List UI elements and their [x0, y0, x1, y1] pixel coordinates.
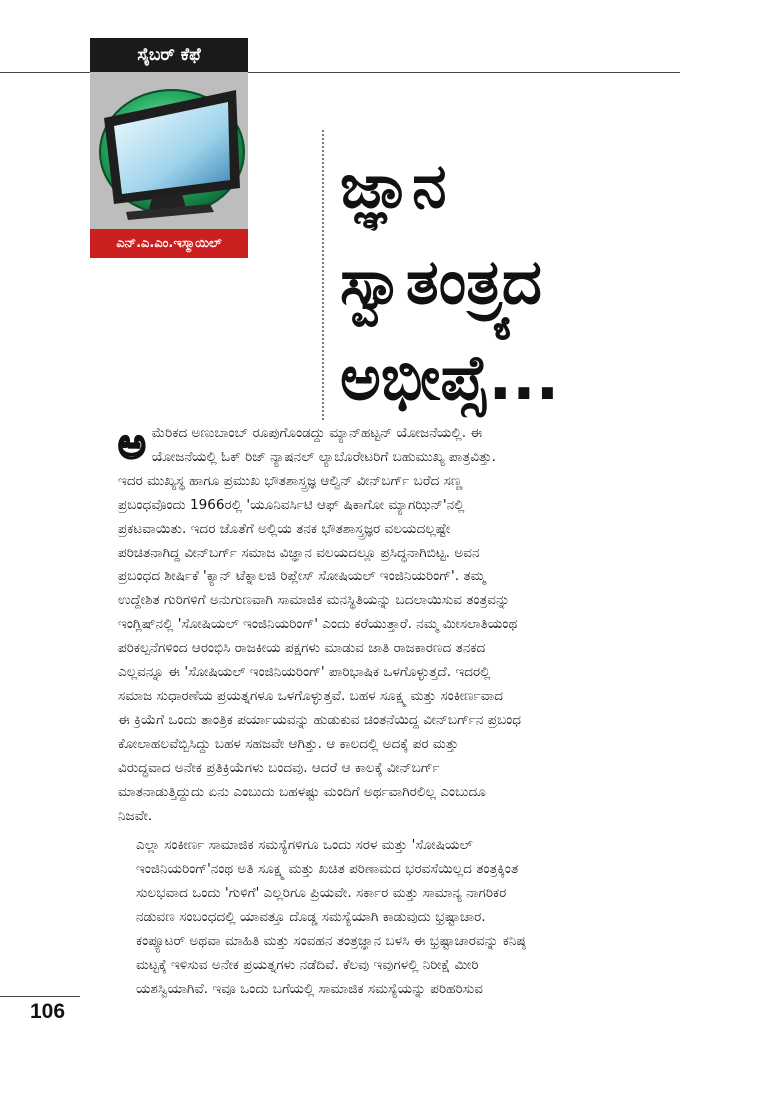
article-line: ಎಲ್ಲಾ ಸಂಕೀರ್ಣ ಸಾಮಾಜಿಕ ಸಮಸ್ಯೆಗಳಿಗೂ ಒಂದು ಸರಳ ಮತ್ತು 'ಸೋಷಿಯಲ್ — [136, 837, 473, 854]
page-number: 106 — [30, 1000, 66, 1023]
article-line: ಇಂಗ್ಲಿಷ್‌ನಲ್ಲಿ 'ಸೋಷಿಯಲ್ ಇಂಜಿನಿಯರಿಂಗ್' ಎಂದು ಕರೆಯುತ್ತಾರೆ. ನಮ್ಮ ಮೀಸಲಾತಿಯಂಥ — [118, 616, 518, 633]
article-line: ಉದ್ದೇಶಿತ ಗುರಿಗಳಿಗೆ ಅನುಗುಣವಾಗಿ ಸಾಮಾಜಿಕ ಮನಸ್ಥಿತಿಯನ್ನು ಬದಲಾಯಿಸುವ ತಂತ್ರವನ್ನು — [118, 592, 510, 609]
article-line: ಪ್ರಬಂಧದ ಶೀರ್ಷಿಕೆ 'ಕ್ಯಾನ್ ಟೆಕ್ನಾಲಜಿ ರಿಪ್ಲೇಸ್ ಸೋಷಿಯಲ್ ಇಂಜಿನಿಯರಿಂಗ್'. ತಮ್ಮ — [118, 568, 486, 585]
computer-monitor-icon — [90, 72, 248, 229]
drop-cap: ಅ — [118, 419, 146, 468]
article-line: ಮಟ್ಟಕ್ಕೆ ಇಳಿಸುವ ಅನೇಕ ಪ್ರಯತ್ನಗಳು ನಡೆದಿವೆ. ಕೆಲವು ಇವುಗಳಲ್ಲಿ ನಿರೀಕ್ಷೆ ಮೀರಿ — [136, 956, 479, 973]
article-line: ಇಂಜಿನಿಯರಿಂಗ್'ನಂಥ ಅತಿ ಸೂಕ್ಷ್ಮ ಮತ್ತು ಖಚಿತ ಪರಿಣಾಮದ ಭರವಸೆಯಿಲ್ಲದ ತಂತ್ರಕ್ಕಿಂತ — [136, 861, 519, 878]
article-body — [118, 419, 678, 1002]
article-line: ಎಲ್ಲವನ್ನೂ ಈ 'ಸೋಷಿಯಲ್ ಇಂಜಿನಿಯರಿಂಗ್' ಪಾರಿಭಾಷಿಕ ಒಳಗೊಳ್ಳುತ್ತದೆ. ಇದರಲ್ಲಿ — [118, 664, 491, 681]
headline-line-1: ಜ್ಞಾನ — [340, 149, 447, 222]
article-line: ಈ ಕ್ರಿಯೆಗೆ ಒಂದು ತಾಂತ್ರಿಕ ಪರ್ಯಾಯವನ್ನು ಹುಡುಕುವ ಚಿಂತನೆಯಿದ್ದ ವೀನ್‌ಬರ್ಗ್‌ನ ಪ್ರಬಂಧ — [118, 711, 522, 728]
headline — [340, 138, 670, 426]
article-paragraph-1 — [118, 419, 678, 828]
article-line: ಮಾತನಾಡುತ್ತಿದ್ದುದು ಏನು ಎಂಬುದು ಬಹಳಷ್ಟು ಮಂದಿಗೆ ಅರ್ಥವಾಗಿರಲಿಲ್ಲ ಎಂಬುದೂ — [118, 783, 486, 800]
article-line: ಪರಿಚಿತನಾಗಿದ್ದ ವೀನ್‌ಬರ್ಗ್ ಸಮಾಜ ವಿಜ್ಞಾನ ವಲಯದಲ್ಲೂ ಪ್ರಸಿದ್ಧನಾಗಿಬಿಟ್ಟ. ಅವನ — [118, 544, 480, 561]
article-line: ಯಶಸ್ವಿಯಾಗಿವೆ. ಇವೂ ಒಂದು ಬಗೆಯಲ್ಲಿ ಸಾಮಾಜಿಕ ಸಮಸ್ಯೆಯನ್ನು ಪರಿಹರಿಸುವ — [136, 980, 484, 997]
article-line: ಕೋಲಾಹಲವೆಬ್ಬಿಸಿದ್ದು ಬಹಳ ಸಹಜವೇ ಆಗಿತ್ತು. ಆ ಕಾಲದಲ್ಲಿ ಅದಕ್ಕೆ ಪರ ಮತ್ತು — [118, 735, 459, 752]
article-paragraph-2 — [118, 834, 678, 1001]
article-line: ಸುಲಭವಾದ ಒಂದು 'ಗುಳಿಗೆ' ಎಲ್ಲರಿಗೂ ಪ್ರಿಯವೇ. ಸರ್ಕಾರ ಮತ್ತು ಸಾಮಾನ್ಯ ನಾಗರಿಕರ — [136, 885, 507, 902]
article-line: ಪ್ರಕಟವಾಯಿತು. ಇದರ ಜೊತೆಗೆ ಅಲ್ಲಿಯ ತನಕ ಭೌತಶಾಸ್ತ್ರಜ್ಞರ ವಲಯದಲ್ಲಷ್ಟೇ — [118, 520, 451, 537]
article-line: ನಿಜವೇ. — [118, 807, 153, 824]
article-line: ಕಂಪ್ಯೂಟರ್ ಅಥವಾ ಮಾಹಿತಿ ಮತ್ತು ಸಂವಹನ ತಂತ್ರಜ್ಞಾನ ಬಳಸಿ ಈ ಭ್ರಷ್ಟಾಚಾರವನ್ನು ಕನಿಷ್ಠ — [136, 933, 526, 950]
author-name: ಎನ್.ಎ.ಎಂ.ಇಸ್ಮಾಯಿಲ್ — [90, 229, 248, 258]
article-line: ಇದರ ಮುಖ್ಯಸ್ಥ ಹಾಗೂ ಪ್ರಮುಖ ಭೌತಶಾಸ್ತ್ರಜ್ಞ ಆಲ್ವಿನ್ ವೀನ್‌ಬರ್ಗ್ ಬರೆದ ಸಣ್ಣ — [118, 472, 463, 489]
article-line: ಪರಿಕಲ್ಪನೆಗಳಿಂದ ಆರಂಭಿಸಿ ರಾಜಕೀಯ ಪಕ್ಷಗಳು ಮಾಡುವ ಜಾತಿ ರಾಜಕಾರಣದ ತನಕದ — [118, 640, 486, 657]
article-line: ವಿರುದ್ಧವಾದ ಅನೇಕ ಪ್ರತಿಕ್ರಿಯೆಗಳು ಬಂದವು. ಆದರೆ ಆ ಕಾಲಕ್ಕೆ ವೀನ್‌ಬರ್ಗ್ — [118, 759, 440, 776]
column-tag: ಸೈಬರ್ ಕೆಫೆ — [90, 38, 248, 72]
headline-divider — [322, 130, 324, 420]
monitor-illustration — [90, 72, 248, 229]
headline-line-2: ಸ್ವಾತಂತ್ರ್ಯದ — [340, 245, 542, 318]
headline-line-3: ಅಭೀಪ್ಸೆ... — [340, 341, 560, 414]
article-line: ಮೆರಿಕದ ಅಣುಬಾಂಬ್ ರೂಪುಗೊಂಡದ್ದು ಮ್ಯಾನ್‌ಹಟ್ಟನ್ ಯೋಜನೆಯಲ್ಲಿ. ಈ — [151, 425, 483, 441]
footer-rule — [0, 996, 80, 997]
article-line: ಯೋಜನೆಯಲ್ಲಿ ಓಕ್ ರಿಜ್ ನ್ಯಾಷನಲ್ ಲ್ಯಾಬೊರೇಟರಿಗೆ ಬಹುಮುಖ್ಯ ಪಾತ್ರವಿತ್ತು. — [151, 448, 496, 465]
article-line: ಪ್ರಬಂಧವೊಂದು 1966ರಲ್ಲಿ 'ಯೂನಿವರ್ಸಿಟಿ ಆಫ್ ಷಿಕಾಗೋ ಮ್ಯಾಗಝಿನ್'ನಲ್ಲಿ — [118, 496, 465, 513]
article-line: ನಡುವಣ ಸಂಬಂಧದಲ್ಲಿ ಯಾವತ್ತೂ ದೊಡ್ಡ ಸಮಸ್ಯೆಯಾಗಿ ಕಾಡುವುದು ಭ್ರಷ್ಟಾಚಾರ. — [136, 909, 486, 926]
article-line: ಸಮಾಜ ಸುಧಾರಣೆಯ ಪ್ರಯತ್ನಗಳೂ ಒಳಗೊಳ್ಳುತ್ತವೆ. ಬಹಳ ಸೂಕ್ಷ್ಮ ಮತ್ತು ಸಂಕೀರ್ಣವಾದ — [118, 687, 504, 704]
